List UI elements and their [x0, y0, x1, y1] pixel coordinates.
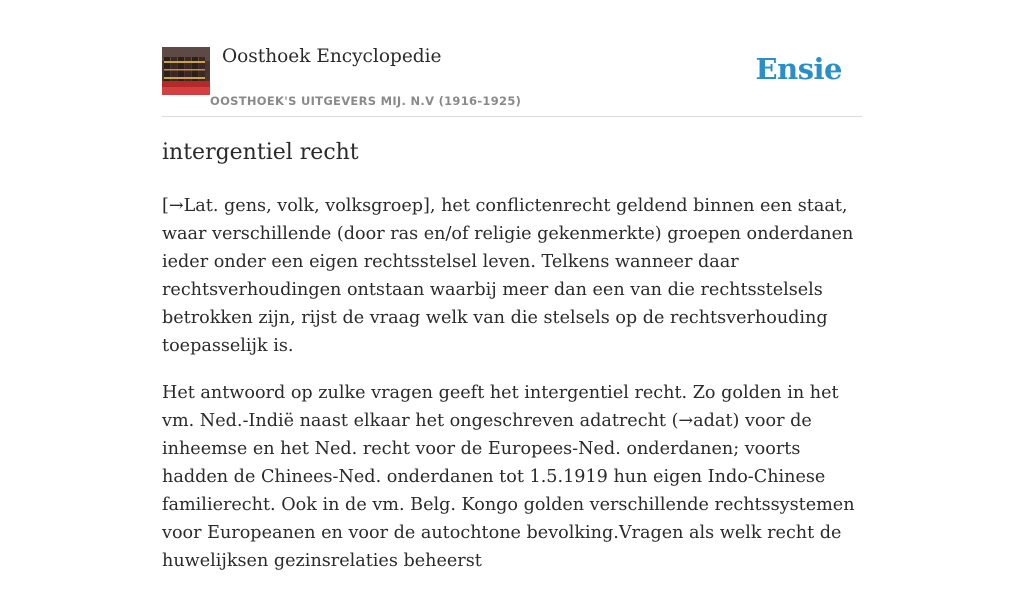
entry-body: [162, 192, 862, 594]
source-logo[interactable]: [162, 47, 210, 95]
entry-title: intergentiel recht: [162, 140, 359, 165]
ensie-logo[interactable]: Ensie: [755, 52, 842, 86]
source-title[interactable]: Oosthoek Encyclopedie: [222, 46, 442, 67]
entry-paragraph: [→Lat. gens, volk, volksgroep], het conflictenrecht geldend binnen een staat, waar verschillende (door ras en/of religie gekenmerkte) groepen onderdanen ieder onder een eigen rechtsstelsel leven. Telkens wanneer daar rechtsverhoudingen ontstaan waarbij meer dan een van die rechtsstelsels betrokken zijn, rijst de vraag welk van die stelsels op de rechtsverhouding toepasselijk is.: [162, 196, 854, 356]
entry-paragraph: Het antwoord op zulke vragen geeft het intergentiel recht. Zo golden in het vm. Ned.-Indië naast elkaar het ongeschreven adatrecht (→adat) voor de inheemse en het Ned. recht voor de Europees-Ned. onderdanen; voorts hadden de Chinees-Ned. onderdanen tot 1.5.1919 hun eigen Indo-Chinese familierecht. Ook in de vm. Belg. Kongo golden verschillende rechtssystemen voor Europeanen en voor de autochtone bevolking.Vragen als welk recht de huwelijksen gezinsrelaties beheerst: [162, 383, 855, 571]
publisher-label: OOSTHOEK'S UITGEVERS MIJ. N.V (1916-1925): [210, 94, 522, 108]
encyclopedia-books-icon: [162, 47, 210, 95]
source-header: [162, 0, 862, 117]
page: [162, 0, 862, 571]
